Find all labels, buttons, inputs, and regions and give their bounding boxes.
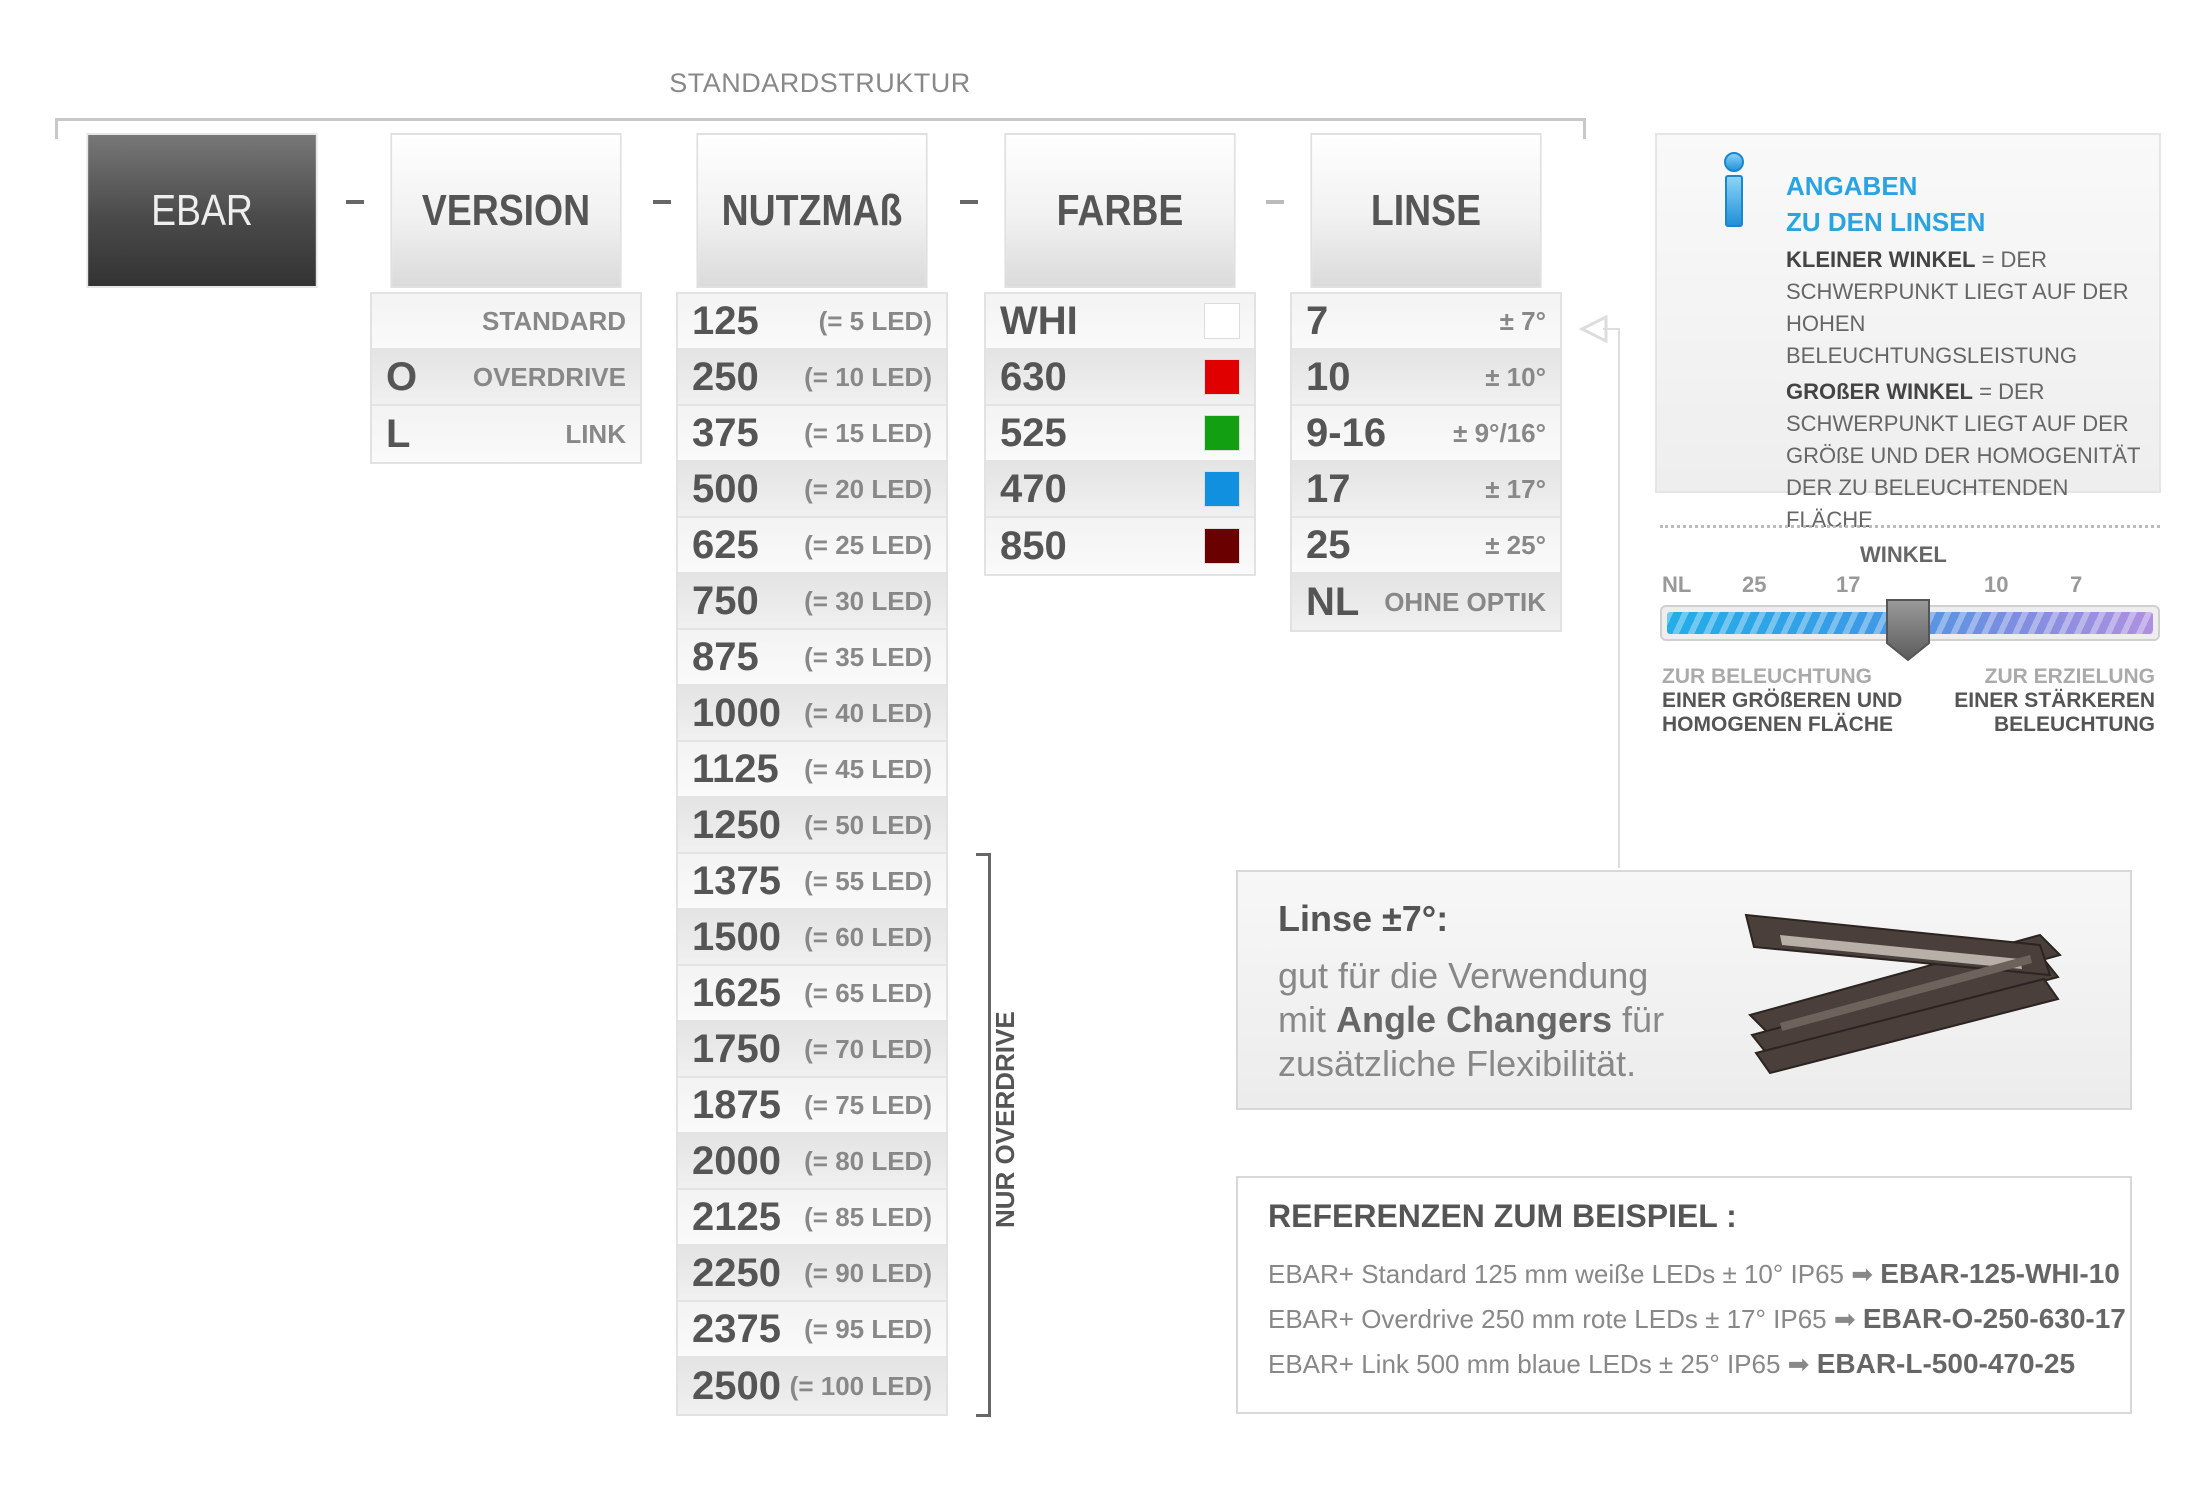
nutzmass-row <box>678 854 946 910</box>
nutzmass-led: (= 55 LED) <box>804 865 932 896</box>
version-label: LINK <box>565 418 626 449</box>
nutzmass-led: (= 90 LED) <box>804 1257 932 1288</box>
nutzmass-value: 875 <box>692 634 759 679</box>
version-label: STANDARD <box>482 305 626 336</box>
version-label: OVERDRIVE <box>472 361 626 392</box>
reference-item <box>1268 1348 2075 1380</box>
farbe-code: WHI <box>1000 298 1078 343</box>
nutzmass-led: (= 30 LED) <box>804 585 932 616</box>
nutzmass-led: (= 100 LED) <box>789 1370 932 1401</box>
separator-dash <box>653 200 671 204</box>
reference-desc: EBAR+ Standard 125 mm weiße LEDs ± 10° IP65 <box>1268 1259 1844 1289</box>
lens-title: Linse ±7°: <box>1278 898 1449 939</box>
nutzmass-value: 2375 <box>692 1306 781 1351</box>
farbe-row <box>986 462 1254 518</box>
info-large-text: = DER SCHWERPUNKT LIEGT AUF DER GRÖßE UND DER HOMOGENITÄT DER ZU BELEUCHTENDEN FLÄCHE <box>1786 379 2141 532</box>
farbe-code: 525 <box>1000 410 1067 455</box>
info-heading-line: ZU DEN LINSEN <box>1786 207 1986 237</box>
farbe-row <box>986 406 1254 462</box>
arrow-right-icon: ➡ <box>1851 1259 1874 1289</box>
header-linse: LINSE <box>1310 133 1541 288</box>
angle-changer-image <box>1740 895 2070 1085</box>
nutzmass-led: (= 25 LED) <box>804 529 932 560</box>
dotted-divider <box>1660 525 2160 528</box>
linse-angle: ± 7° <box>1499 305 1546 336</box>
caption-line: HOMOGENEN FLÄCHE <box>1662 713 1893 736</box>
nutzmass-value: 125 <box>692 298 759 343</box>
nutzmass-led: (= 65 LED) <box>804 977 932 1008</box>
nutzmass-row <box>678 742 946 798</box>
reference-code: EBAR-L-500-470-25 <box>1816 1348 2076 1379</box>
nutzmass-led: (= 20 LED) <box>804 473 932 504</box>
lens-line-bold: Angle Changers <box>1336 999 1613 1040</box>
references-title: REFERENZEN ZUM BEISPIEL : <box>1268 1198 1737 1234</box>
version-code: L <box>386 411 411 456</box>
nutzmass-value: 2250 <box>692 1250 781 1295</box>
linse-angle: ± 17° <box>1485 473 1546 504</box>
linse-row <box>1292 574 1560 630</box>
connector-arrow-icon <box>1578 313 1608 345</box>
lens-line: gut für die Verwendung <box>1278 955 1649 996</box>
lens-description <box>1278 954 1698 1086</box>
nutzmass-value: 1625 <box>692 970 781 1015</box>
nutzmass-led: (= 35 LED) <box>804 641 932 672</box>
version-code: O <box>386 354 418 399</box>
separator-dash <box>1266 200 1284 204</box>
nutzmass-row <box>678 294 946 350</box>
winkel-caption-right <box>1954 665 2155 737</box>
reference-code: EBAR-O-250-630-17 <box>1862 1303 2126 1334</box>
nutzmass-row <box>678 1078 946 1134</box>
caption-line: ZUR BELEUCHTUNG <box>1662 665 1872 688</box>
header-nutzmass: NUTZMAß <box>696 133 927 288</box>
reference-desc: EBAR+ Overdrive 250 mm rote LEDs ± 17° IP65 <box>1268 1304 1827 1334</box>
lens-line: mit <box>1278 999 1336 1040</box>
nutzmass-led: (= 75 LED) <box>804 1089 932 1120</box>
info-heading <box>1786 168 1985 240</box>
info-text <box>1786 244 2156 536</box>
info-heading-line: ANGABEN <box>1786 171 1918 201</box>
nutzmass-row <box>678 462 946 518</box>
winkel-tick: 10 <box>1984 572 2009 597</box>
nutzmass-value: 2500 <box>692 1363 781 1408</box>
color-swatch <box>1204 359 1240 395</box>
overdrive-note: NUR OVERDRIVE <box>990 1011 1020 1228</box>
nutzmass-row <box>678 798 946 854</box>
info-icon <box>1714 150 1754 230</box>
farbe-list <box>984 292 1256 576</box>
linse-row <box>1292 518 1560 574</box>
nutzmass-value: 1875 <box>692 1082 781 1127</box>
reference-desc: EBAR+ Link 500 mm blaue LEDs ± 25° IP65 <box>1268 1349 1781 1379</box>
nutzmass-value: 1000 <box>692 690 781 735</box>
nutzmass-row <box>678 1358 946 1414</box>
nutzmass-row <box>678 910 946 966</box>
nutzmass-row <box>678 406 946 462</box>
arrow-right-icon: ➡ <box>1833 1304 1856 1334</box>
nutzmass-led: (= 5 LED) <box>818 305 932 336</box>
nutzmass-value: 1750 <box>692 1026 781 1071</box>
winkel-tick: 17 <box>1836 572 1861 597</box>
nutzmass-value: 1250 <box>692 802 781 847</box>
nutzmass-row <box>678 1302 946 1358</box>
reference-item <box>1268 1258 2120 1290</box>
lens-line: für <box>1612 999 1665 1040</box>
linse-row <box>1292 294 1560 350</box>
nutzmass-led: (= 50 LED) <box>804 809 932 840</box>
nutzmass-row <box>678 1246 946 1302</box>
linse-row <box>1292 350 1560 406</box>
nutzmass-led: (= 10 LED) <box>804 361 932 392</box>
nutzmass-row <box>678 350 946 406</box>
info-large-term: GROßER WINKEL <box>1786 379 1973 404</box>
caption-line: ZUR ERZIELUNG <box>1984 665 2155 688</box>
caption-line: EINER STÄRKEREN <box>1954 689 2155 712</box>
nutzmass-row <box>678 1190 946 1246</box>
arrow-right-icon: ➡ <box>1787 1349 1810 1379</box>
linse-angle: ± 25° <box>1485 529 1546 560</box>
reference-code: EBAR-125-WHI-10 <box>1880 1258 2120 1289</box>
winkel-slider-thumb <box>1884 597 1932 663</box>
winkel-title: WINKEL <box>1860 542 1947 567</box>
reference-item <box>1268 1303 2126 1335</box>
nutzmass-value: 375 <box>692 410 759 455</box>
info-small-term: KLEINER WINKEL <box>1786 247 1976 272</box>
nutzmass-row <box>678 1022 946 1078</box>
nutzmass-row <box>678 574 946 630</box>
nutzmass-value: 625 <box>692 522 759 567</box>
nutzmass-value: 1375 <box>692 858 781 903</box>
nutzmass-led: (= 80 LED) <box>804 1145 932 1176</box>
color-swatch <box>1204 303 1240 339</box>
nutzmass-value: 500 <box>692 466 759 511</box>
info-small-text: = DER SCHWERPUNKT LIEGT AUF DER HOHEN BELEUCHTUNGSLEISTUNG <box>1786 247 2129 368</box>
winkel-caption-left <box>1662 665 1902 737</box>
version-row <box>372 294 640 350</box>
linse-code: 25 <box>1306 522 1351 567</box>
farbe-code: 630 <box>1000 354 1067 399</box>
separator-dash <box>346 200 364 204</box>
nutzmass-row <box>678 686 946 742</box>
version-list <box>370 292 642 464</box>
nutzmass-led: (= 85 LED) <box>804 1201 932 1232</box>
winkel-tick: NL <box>1662 572 1692 597</box>
farbe-code: 470 <box>1000 466 1067 511</box>
linse-code: 10 <box>1306 354 1351 399</box>
linse-list <box>1290 292 1562 632</box>
nutzmass-value: 2000 <box>692 1138 781 1183</box>
structure-title: STANDARDSTRUKTUR <box>669 68 971 98</box>
overdrive-bracket <box>976 853 991 1417</box>
nutzmass-led: (= 70 LED) <box>804 1033 932 1064</box>
farbe-row <box>986 294 1254 350</box>
connector-line <box>1618 328 1620 868</box>
farbe-row <box>986 350 1254 406</box>
color-swatch <box>1204 528 1240 564</box>
nutzmass-row <box>678 630 946 686</box>
nutzmass-led: (= 95 LED) <box>804 1313 932 1344</box>
lens-line: zusätzliche Flexibilität. <box>1278 1043 1637 1084</box>
linse-angle: ± 10° <box>1485 361 1546 392</box>
farbe-row <box>986 518 1254 574</box>
nutzmass-value: 1500 <box>692 914 781 959</box>
nutzmass-value: 250 <box>692 354 759 399</box>
linse-code: 17 <box>1306 466 1351 511</box>
nutzmass-row <box>678 518 946 574</box>
winkel-tick: 7 <box>2070 572 2083 597</box>
nutzmass-led: (= 40 LED) <box>804 697 932 728</box>
color-swatch <box>1204 415 1240 451</box>
nutzmass-value: 2125 <box>692 1194 781 1239</box>
header-ebar: EBAR <box>86 133 317 288</box>
farbe-code: 850 <box>1000 523 1067 568</box>
linse-row <box>1292 406 1560 462</box>
version-row <box>372 350 640 406</box>
linse-code: 9-16 <box>1306 410 1387 455</box>
header-version: VERSION <box>390 133 621 288</box>
color-swatch <box>1204 471 1240 507</box>
linse-angle: OHNE OPTIK <box>1384 586 1546 617</box>
caption-line: BELEUCHTUNG <box>1994 713 2155 736</box>
nutzmass-led: (= 15 LED) <box>804 417 932 448</box>
linse-angle: ± 9°/16° <box>1453 417 1546 448</box>
header-farbe: FARBE <box>1004 133 1235 288</box>
separator-dash <box>960 200 978 204</box>
winkel-tick: 25 <box>1742 572 1767 597</box>
linse-code: NL <box>1306 579 1360 624</box>
nutzmass-value: 750 <box>692 578 759 623</box>
version-row <box>372 406 640 462</box>
caption-line: EINER GRÖßEREN UND <box>1662 689 1903 712</box>
nutzmass-led: (= 45 LED) <box>804 753 932 784</box>
nutzmass-row <box>678 1134 946 1190</box>
nutzmass-list <box>676 292 948 1416</box>
nutzmass-led: (= 60 LED) <box>804 921 932 952</box>
linse-code: 7 <box>1306 298 1329 343</box>
linse-row <box>1292 462 1560 518</box>
nutzmass-row <box>678 966 946 1022</box>
nutzmass-value: 1125 <box>692 746 779 791</box>
